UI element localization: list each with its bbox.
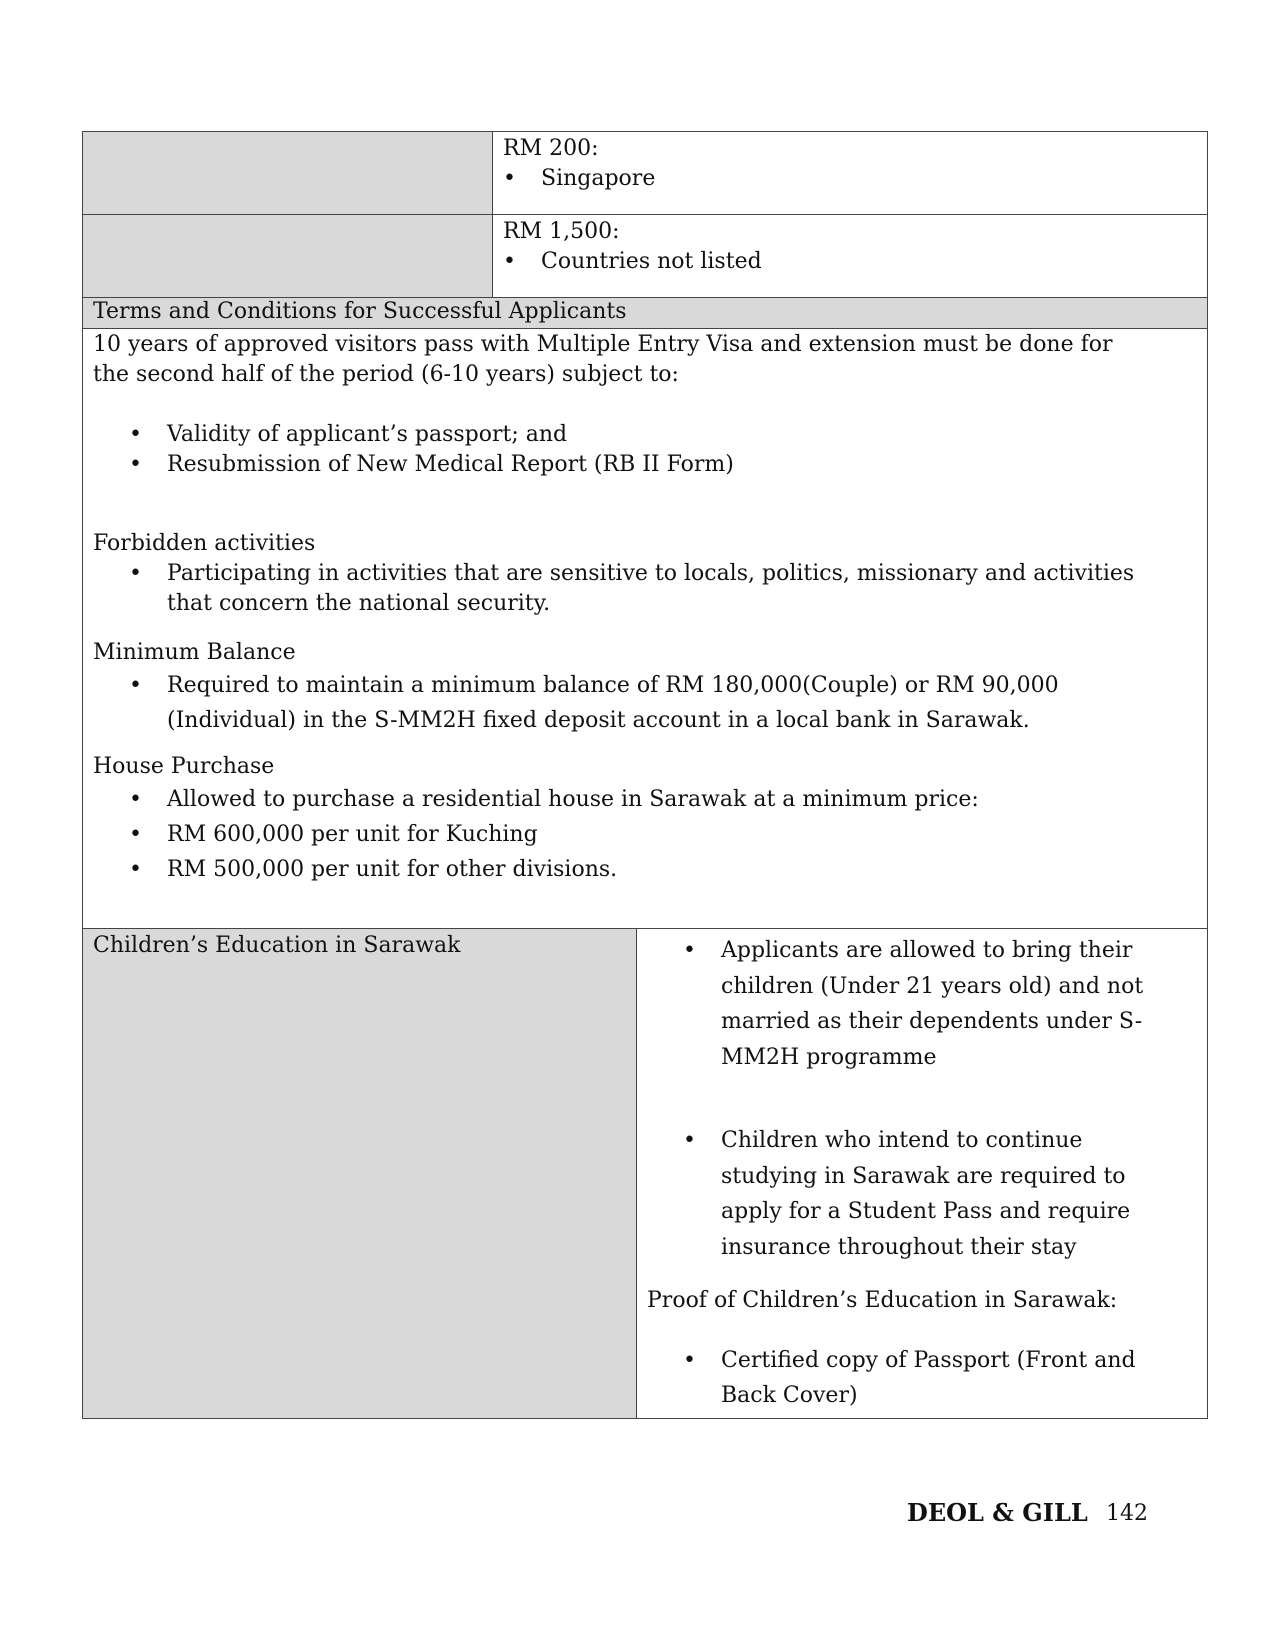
proof-title: Proof of Children’s Education in Sarawak: bbox=[647, 1288, 1118, 1313]
fee-amount: RM 1,500: bbox=[503, 219, 620, 244]
education-points bbox=[647, 933, 1157, 1265]
fee-row-content bbox=[492, 132, 1207, 214]
fee-country-list bbox=[467, 164, 1197, 194]
terms-condition-list bbox=[93, 420, 1147, 480]
education-label: Children’s Education in Sarawak bbox=[83, 929, 636, 1418]
forbidden-list bbox=[93, 559, 1147, 619]
education-row bbox=[83, 928, 1207, 1418]
terms-body-row bbox=[83, 328, 1207, 928]
proof-list bbox=[647, 1343, 1157, 1414]
fee-row-blank-label bbox=[83, 132, 492, 214]
proof-item: • Certified copy of Passport (Front and Back Cover) bbox=[647, 1343, 1157, 1414]
forbidden-item: • Participating in activities that are sensitive to locals, politics, missionary and activities that concern the national security. bbox=[93, 559, 1147, 619]
fee-country: • Singapore bbox=[467, 164, 1197, 194]
terms-heading-row bbox=[83, 297, 1207, 328]
house-purchase-item: • RM 600,000 per unit for Kuching bbox=[93, 817, 1147, 852]
fee-country-list bbox=[467, 247, 1197, 277]
minimum-balance-title: Minimum Balance bbox=[93, 640, 296, 665]
house-purchase-item: • Allowed to purchase a residential house in Sarawak at a minimum price: bbox=[93, 782, 1147, 817]
forbidden-title: Forbidden activities bbox=[93, 531, 316, 556]
footer-page-number: 142 bbox=[1106, 1501, 1148, 1526]
house-purchase-item: • RM 500,000 per unit for other divisions. bbox=[93, 852, 1147, 887]
education-point: • Applicants are allowed to bring their children (Under 21 years old) and not married as their dependents under S-MM2H programme bbox=[647, 933, 1157, 1075]
house-purchase-list bbox=[93, 782, 1147, 887]
info-table bbox=[82, 131, 1208, 1419]
fee-country: • Countries not listed bbox=[467, 247, 1197, 277]
fee-row-other bbox=[83, 214, 1207, 297]
terms-intro: 10 years of approved visitors pass with Multiple Entry Visa and extension must be done for the second half of the period (6-10 years) subject to: bbox=[93, 332, 1113, 387]
terms-heading: Terms and Conditions for Successful Applicants bbox=[93, 299, 627, 324]
terms-body bbox=[83, 329, 1207, 928]
terms-condition: • Validity of applicant’s passport; and bbox=[93, 420, 1147, 450]
fee-row-content bbox=[492, 215, 1207, 297]
education-content bbox=[636, 929, 1207, 1418]
footer-firm-name: DEOL & GILL bbox=[907, 1498, 1088, 1527]
minimum-balance-list bbox=[93, 668, 1147, 738]
minimum-balance-item: • Required to maintain a minimum balance of RM 180,000(Couple) or RM 90,000 (Individual) in the S-MM2H fixed deposit account in a local bank in Sarawak. bbox=[93, 668, 1147, 738]
fee-amount: RM 200: bbox=[503, 136, 599, 161]
house-purchase-title: House Purchase bbox=[93, 754, 275, 779]
fee-row-singapore bbox=[83, 132, 1207, 214]
terms-condition: • Resubmission of New Medical Report (RB II Form) bbox=[93, 450, 1147, 480]
fee-row-blank-label bbox=[83, 215, 492, 297]
education-point: • Children who intend to continue studying in Sarawak are required to apply for a Student Pass and require insurance throughout their stay bbox=[647, 1123, 1157, 1265]
